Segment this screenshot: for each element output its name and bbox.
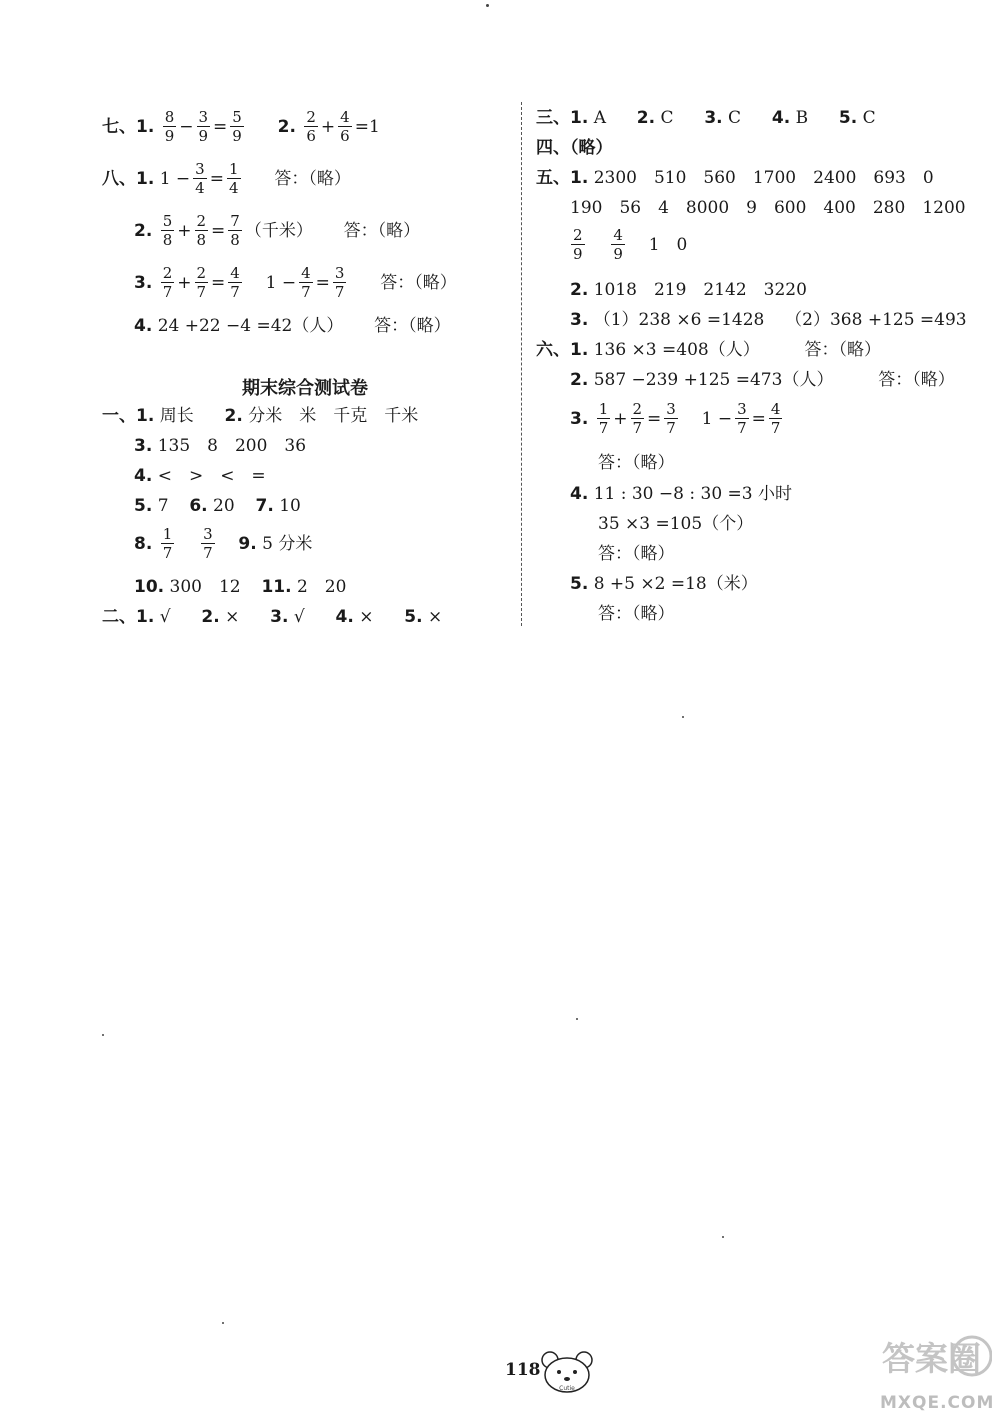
answer-text: 答：（略） xyxy=(804,339,882,360)
answer-value: C xyxy=(862,107,876,128)
item-number: 3. xyxy=(134,272,153,293)
item-number: 2. xyxy=(277,116,296,137)
expression-text: （1）238 ×6 =1428 xyxy=(593,309,765,330)
fraction: $\frac{2}{9}$ xyxy=(573,226,583,263)
expression-text: 1 − xyxy=(265,272,297,293)
answer-text: 答：（略） xyxy=(274,168,351,189)
item-number: 8. xyxy=(134,533,153,554)
left-ba3-line: 3. $\frac{2}{7}$ + $\frac{2}{7}$ = $\frac{4}{7}$ 1 − $\frac{4}{7}$ = $\frac{3}{7}$ 答：（略） xyxy=(134,264,457,301)
item-number: 6. xyxy=(189,495,208,516)
bear-mascot-icon xyxy=(538,1350,596,1396)
fraction: $\frac{3}{7}$ xyxy=(203,525,213,562)
fraction: $\frac{4}{6}$ xyxy=(340,108,350,145)
item-number: 二、1. xyxy=(102,606,155,627)
right-liu4-line2 xyxy=(598,512,753,535)
watermark-logo xyxy=(880,1332,992,1392)
fraction: $\frac{2}{7}$ xyxy=(196,264,207,301)
fraction: $\frac{4}{7}$ xyxy=(301,264,311,301)
right-liu4-line xyxy=(570,482,792,505)
left-yi4-line xyxy=(134,464,266,487)
item-number: 5. xyxy=(134,495,153,516)
expression-text: 136 ×3 =408（人） xyxy=(593,339,760,360)
item-number: 4. xyxy=(335,606,354,627)
answer-value: 7 xyxy=(157,495,169,516)
item-number: 5. xyxy=(838,107,858,128)
fraction: $\frac{1}{7}$ xyxy=(598,400,609,437)
fraction: $\frac{1}{4}$ xyxy=(228,160,239,197)
right-wu2-line xyxy=(570,278,807,301)
answer-value: C xyxy=(728,107,742,128)
expression-text: （2）368 +125 =493 xyxy=(785,309,967,330)
left-yi5-line xyxy=(134,494,301,517)
page-number: 118 xyxy=(505,1360,541,1380)
item-number: 10. xyxy=(134,576,165,597)
item-number: 4. xyxy=(771,107,791,128)
right-liu3-answer xyxy=(598,451,675,474)
equation-tail: =1 xyxy=(354,116,380,137)
item-number: 2. xyxy=(636,107,656,128)
unit-text: （千米） xyxy=(244,220,313,241)
fraction: $\frac{1}{7}$ xyxy=(162,525,173,562)
answer-text: 答：（略） xyxy=(380,272,457,293)
fraction: $\frac{3}{9}$ xyxy=(198,108,209,145)
item-number: 三、1. xyxy=(536,107,589,128)
answer-value: 135 8 200 36 xyxy=(157,435,307,456)
answer-value: < > < = xyxy=(157,465,266,486)
fraction: $\frac{3}{7}$ xyxy=(737,400,747,437)
fraction: $\frac{7}{8}$ xyxy=(230,212,240,249)
right-si-line xyxy=(536,136,613,159)
item-number: 5. xyxy=(404,606,423,627)
fraction: $\frac{2}{8}$ xyxy=(196,212,207,249)
item-number: 一、1. xyxy=(102,405,155,426)
svg-text:答案圈: 答案圈 xyxy=(882,1339,981,1378)
answer-value: 300 12 xyxy=(169,576,241,597)
expression-text: 587 −239 +125 =473（人） xyxy=(593,369,834,390)
scan-dot xyxy=(486,4,489,7)
item-number: 2. xyxy=(224,405,243,426)
fraction: $\frac{2}{7}$ xyxy=(162,264,173,301)
right-liu3-line: 3. $\frac{1}{7}$ + $\frac{2}{7}$ = $\frac{3}{7}$ 1 − $\frac{3}{7}$ = $\frac{4}{7}$ xyxy=(570,400,781,437)
item-number: 2. xyxy=(570,369,589,390)
right-liu1-line xyxy=(536,338,881,361)
expression-text: 35 ×3 =105（个） xyxy=(598,513,754,534)
left-yi10-line xyxy=(134,575,346,598)
item-number: 2. xyxy=(570,279,589,300)
right-liu5-line xyxy=(570,572,758,595)
scan-dot xyxy=(222,1322,224,1324)
right-wu3-line xyxy=(570,308,967,331)
answer-text: 答：（略） xyxy=(343,220,421,241)
fraction: $\frac{5}{9}$ xyxy=(232,108,242,145)
fraction: $\frac{2}{7}$ xyxy=(632,400,643,437)
item-number: 4. xyxy=(134,315,153,336)
column-divider xyxy=(521,102,522,626)
answer-value: 分米 米 千克 千米 xyxy=(248,405,419,426)
item-number: 3. xyxy=(570,408,589,429)
answer-text: 答：（略） xyxy=(878,369,955,390)
item-number: 5. xyxy=(570,573,589,594)
fraction: $\frac{3}{4}$ xyxy=(195,160,205,197)
item-number: 2. xyxy=(134,220,153,241)
item-number: 3. xyxy=(134,435,153,456)
item-number: 7. xyxy=(255,495,274,516)
answer-value: C xyxy=(660,107,674,128)
answer-value: 10 xyxy=(279,495,301,516)
left-qi-line: 七、1. $\frac{8}{9}$ − $\frac{3}{9}$ = $\frac{5}{9}$ 2. $\frac{2}{6}$ + $\frac{4}{6}$ =1 xyxy=(102,108,380,145)
left-er-line xyxy=(102,605,442,628)
fraction: $\frac{5}{8}$ xyxy=(162,212,173,249)
expression-text: 1 − xyxy=(159,168,191,189)
item-number: 9. xyxy=(238,533,257,554)
scan-dot xyxy=(576,1018,578,1020)
right-liu2-line xyxy=(570,368,955,391)
right-liu4-answer xyxy=(598,542,675,565)
left-ba1-line: 八、1. 1 − $\frac{3}{4}$ = $\frac{1}{4}$ 答：（略） xyxy=(102,160,351,197)
cross-mark: × xyxy=(427,606,443,627)
fraction: $\frac{2}{6}$ xyxy=(306,108,316,145)
left-ba2-line: 2. $\frac{5}{8}$ + $\frac{2}{8}$ = $\frac{7}{8}$ （千米） 答：（略） xyxy=(134,212,421,249)
answer-value: 周长 xyxy=(159,405,194,426)
right-wu1-line xyxy=(536,166,934,189)
cross-mark: × xyxy=(359,606,374,627)
item-number: 2. xyxy=(201,606,220,627)
right-san-line xyxy=(536,106,876,129)
right-wu1b-line xyxy=(570,196,966,219)
item-number: 八、1. xyxy=(102,168,155,189)
right-wu1c-line xyxy=(568,226,687,263)
expression-text: 11 : 30 −8 : 30 =3 小时 xyxy=(593,483,793,504)
expression-text: 24 +22 −4 =42（人） xyxy=(157,315,344,336)
left-yi8-line xyxy=(134,525,312,562)
scan-dot xyxy=(722,1236,724,1238)
item-number: 六、1. xyxy=(536,339,589,360)
answer-value: 2300 510 560 1700 2400 693 0 xyxy=(593,167,934,188)
fraction: $\frac{3}{7}$ xyxy=(666,400,676,437)
svg-text:Cutie: Cutie xyxy=(559,1385,575,1392)
answer-value: 190 56 4 8000 9 600 400 280 1200 xyxy=(570,197,966,218)
scan-dot xyxy=(682,716,684,718)
item-number: 11. xyxy=(261,576,292,597)
watermark-url: MXQE.COM xyxy=(880,1393,995,1413)
expression-text: 1 − xyxy=(701,408,733,429)
answer-value: 1 0 xyxy=(648,234,688,255)
answer-text: 答：（略） xyxy=(374,315,451,336)
item-number: 3. xyxy=(704,107,723,128)
fraction: $\frac{4}{7}$ xyxy=(230,264,240,301)
answer-text: 答：（略） xyxy=(598,543,675,564)
fraction: $\frac{4}{9}$ xyxy=(613,226,623,263)
answer-value: 2 20 xyxy=(296,576,347,597)
answer-value: B xyxy=(795,107,809,128)
left-yi1-line xyxy=(102,404,418,427)
item-number: 五、1. xyxy=(536,167,589,188)
section-title: 期末综合测试卷 xyxy=(242,378,368,399)
answer-text: 答：（略） xyxy=(598,452,675,473)
section-answer: 四、（略） xyxy=(536,137,613,158)
check-mark: √ xyxy=(159,606,171,627)
answer-text: 答：（略） xyxy=(598,603,675,624)
item-number: 4. xyxy=(134,465,153,486)
item-number: 3. xyxy=(270,606,289,627)
answer-value: 5 分米 xyxy=(262,533,313,554)
left-ba4-line xyxy=(134,314,451,337)
check-mark: √ xyxy=(293,606,305,627)
cross-mark: × xyxy=(225,606,240,627)
scan-dot xyxy=(102,1034,104,1036)
fraction: $\frac{8}{9}$ xyxy=(164,108,175,145)
expression-text: 8 +5 ×2 =18（米） xyxy=(593,573,758,594)
item-number: 3. xyxy=(570,309,589,330)
left-yi3-line xyxy=(134,434,306,457)
fraction: $\frac{3}{7}$ xyxy=(334,264,345,301)
answer-value: A xyxy=(593,107,606,128)
item-number: 4. xyxy=(570,483,589,504)
answer-value: 20 xyxy=(213,495,235,516)
answer-value: 1018 219 2142 3220 xyxy=(593,279,807,300)
fraction: $\frac{4}{7}$ xyxy=(770,400,781,437)
right-liu5-answer xyxy=(598,602,675,625)
item-number: 七、1. xyxy=(102,116,155,137)
